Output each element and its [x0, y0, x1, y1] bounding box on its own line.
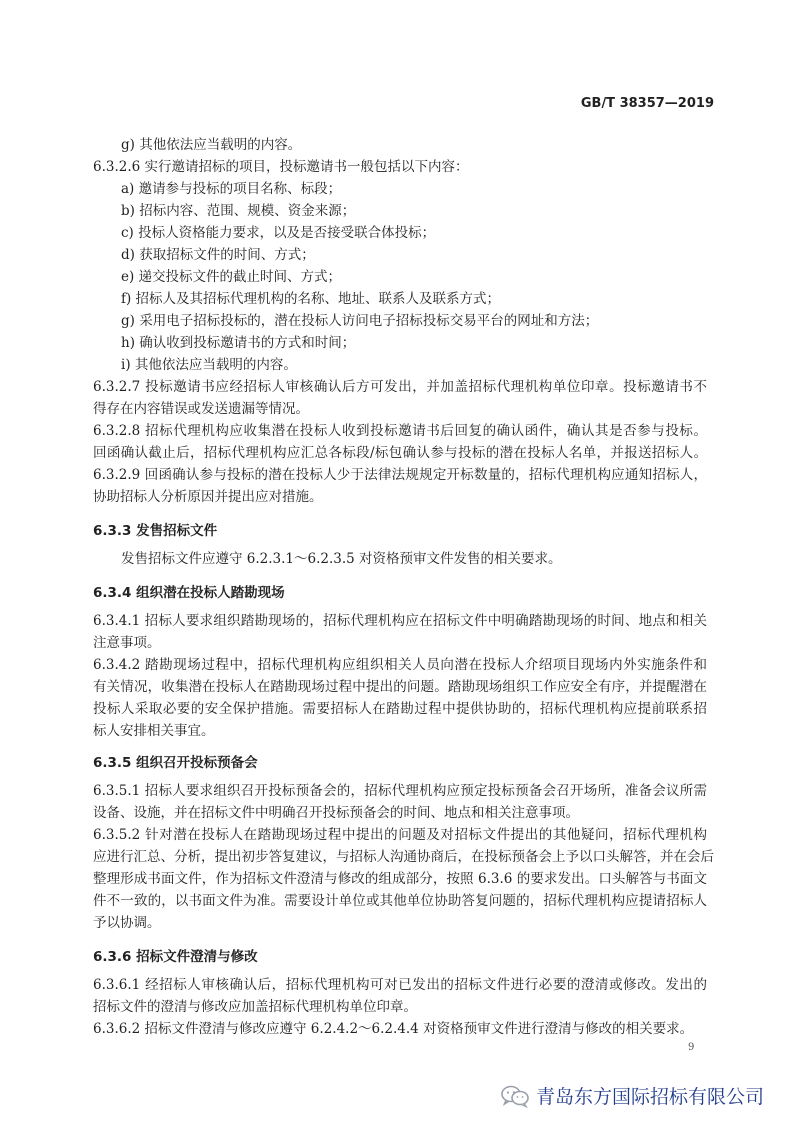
list-item: d) 获取招标文件的时间、方式；: [121, 247, 315, 263]
list-item: g) 采用电子招标投标的，潜在投标人访问电子招标投标交易平台的网址和方法；: [121, 313, 599, 329]
watermark-text: 青岛东方国际招标有限公司: [536, 1086, 765, 1108]
clause-text: 得存在内容错误或发送遗漏等情况。: [93, 401, 309, 417]
clause-text: 招标文件的澄清与修改应加盖招标代理机构单位印章。: [93, 999, 417, 1015]
paragraph: 发售招标文件应遵守 6.2.3.1～6.2.3.5 对资格预审文件发售的相关要求。: [121, 551, 562, 567]
clause-text: 注意事项。: [93, 635, 161, 651]
list-item: i) 其他依法应当载明的内容。: [121, 357, 297, 373]
list-item: b) 招标内容、范围、规模、资金来源；: [121, 203, 356, 219]
list-item: f) 招标人及其招标代理机构的名称、地址、联系人及联系方式；: [121, 291, 501, 307]
section-heading: 6.3.5 组织召开投标预备会: [93, 755, 258, 771]
clause-text: 6.3.6.1 经招标人审核确认后，招标代理机构可对已发出的招标文件进行必要的澄清或修改。发出的: [93, 977, 707, 993]
clause-text: 有关情况，收集潜在投标人在踏勘现场过程中提出的问题。踏勘现场组织工作应安全有序，并提醒潜在: [93, 679, 707, 695]
section-heading: 6.3.4 组织潜在投标人踏勘现场: [93, 585, 285, 601]
clause-text: 协助招标人分析原因并提出应对措施。: [93, 489, 323, 505]
clause-text: 整理形成书面文件，作为招标文件澄清与修改的组成部分，按照 6.3.6 的要求发出。口头解答与书面文: [93, 871, 707, 887]
clause-text: 设备、设施，并在招标文件中明确召开投标预备会的时间、地点和相关注意事项。: [93, 805, 579, 821]
list-item: e) 递交投标文件的截止时间、方式；: [121, 269, 342, 285]
clause-text: 应进行汇总、分析，提出初步答复建议，与招标人沟通协商后，在投标预备会上予以口头解答，并在会后: [93, 849, 714, 865]
page-number: 9: [688, 1042, 695, 1053]
clause-text: 6.3.5.2 针对潜在投标人在踏勘现场过程中提出的问题及对招标文件提出的其他疑问，招标代理机构: [93, 827, 707, 843]
section-heading: 6.3.3 发售招标文件: [93, 523, 218, 539]
clause-text: 6.3.4.2 踏勘现场过程中，招标代理机构应组织相关人员向潜在投标人介绍项目现场内外实施条件和: [93, 657, 707, 673]
clause-text: 回函确认截止后，招标代理机构应汇总各标段/标包确认参与投标的潜在投标人名单，并报送招标人。: [93, 445, 707, 461]
clause-text: 予以协调。: [93, 915, 161, 931]
clause-text: 6.3.5.1 招标人要求组织召开投标预备会的，招标代理机构应预定投标预备会召开场所，准备会议所需: [93, 783, 707, 799]
clause-text: 件不一致的，以书面文件为准。需要设计单位或其他单位协助答复问题的，招标代理机构应提请招标人: [93, 893, 707, 909]
clause-text: 投标人采取必要的安全保护措施。需要招标人在踏勘过程中提供协助的，招标代理机构应提前联系招: [93, 701, 707, 717]
list-item: c) 投标人资格能力要求，以及是否接受联合体投标；: [121, 225, 436, 241]
standard-code: GB/T 38357—2019: [580, 96, 714, 111]
clause-text: 6.3.2.7 投标邀请书应经招标人审核确认后方可发出，并加盖招标代理机构单位印章。投标邀请书不: [93, 379, 707, 395]
list-item: a) 邀请参与投标的项目名称、标段；: [121, 181, 342, 197]
clause-text: 6.3.6.2 招标文件澄清与修改应遵守 6.2.4.2～6.2.4.4 对资格预审文件进行澄清与修改的相关要求。: [93, 1021, 694, 1037]
section-heading: 6.3.6 招标文件澄清与修改: [93, 949, 258, 965]
list-item: h) 确认收到投标邀请书的方式和时间；: [121, 335, 356, 351]
clause-text: 6.3.2.6 实行邀请招标的项目，投标邀请书一般包括以下内容：: [93, 159, 469, 175]
list-item: g) 其他依法应当载明的内容。: [121, 137, 302, 153]
clause-text: 6.3.4.1 招标人要求组织踏勘现场的，招标代理机构应在招标文件中明确踏勘现场的时间、地点和相关: [93, 613, 707, 629]
clause-text: 6.3.2.8 招标代理机构应收集潜在投标人收到投标邀请书后回复的确认函件，确认其是否参与投标。: [93, 423, 707, 439]
watermark: [500, 1082, 764, 1109]
clause-text: 标人安排相关事宜。: [93, 723, 215, 739]
wechat-logo-icon: [500, 1084, 530, 1108]
clause-text: 6.3.2.9 回函确认参与投标的潜在投标人少于法律法规规定开标数量的，招标代理机构应通知招标人，: [93, 467, 707, 483]
